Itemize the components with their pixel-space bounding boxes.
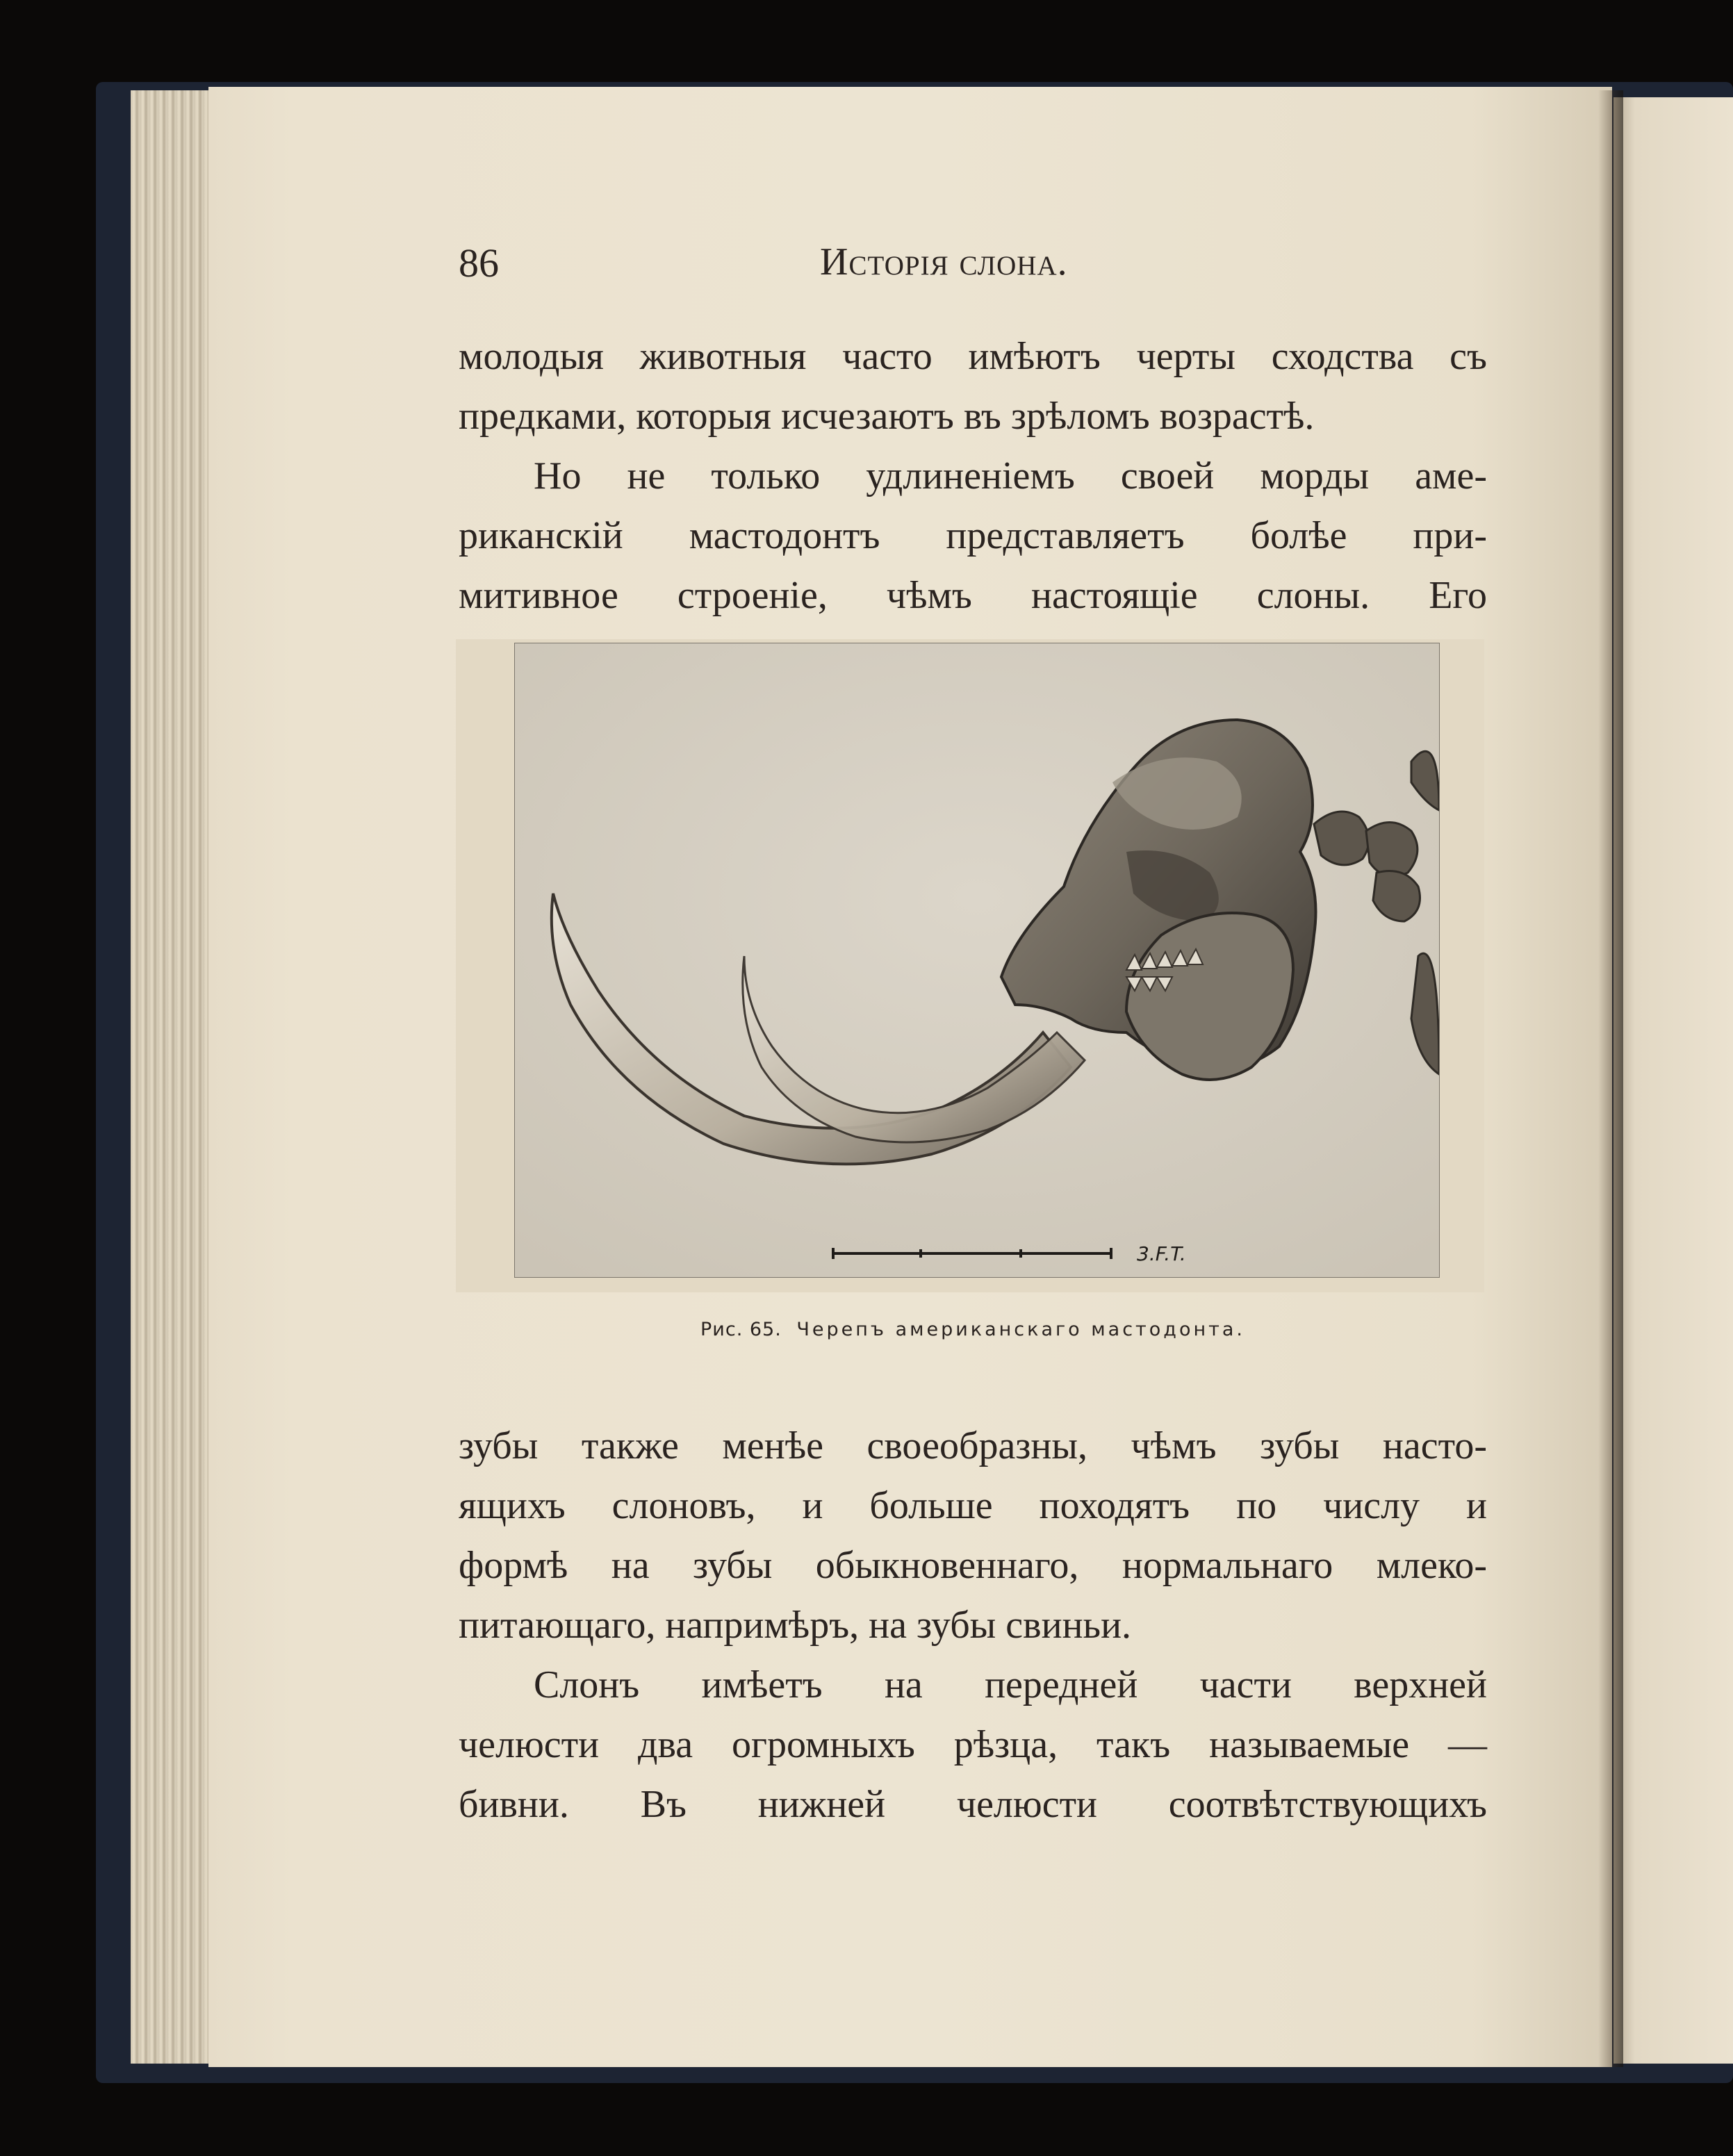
text-line: челюсти два огромныхъ рѣзца, такъ называемые — (459, 1723, 1487, 1766)
text-line: митивное строеніе, чѣмъ настоящіе слоны. Его (459, 574, 1487, 617)
text-line: предками, которыя исчезаютъ въ зрѣломъ возрастѣ. (459, 395, 1315, 438)
caption-label: Рис. 65. (700, 1319, 782, 1340)
text-line: Но не только удлиненіемъ своей морды аме- (534, 454, 1487, 497)
mastodon-skull-photo (515, 643, 1439, 1277)
page-gutter (1598, 90, 1623, 2067)
page-header (459, 240, 1487, 302)
text-block-bottom (459, 1416, 1487, 1834)
page-number: 86 (459, 240, 499, 286)
caption-text: Черепъ американскаго мастодонта. (796, 1319, 1245, 1340)
text-block-top (459, 327, 1487, 625)
text-line: ящихъ слоновъ, и больше походятъ по числу и (459, 1484, 1487, 1527)
text-line: Слонъ имѣетъ на передней части верхней (534, 1663, 1487, 1706)
text-line: риканскій мастодонтъ представляетъ болѣе при- (459, 514, 1487, 557)
scale-mark: 3.F.T. (1137, 1242, 1186, 1265)
facing-page (1613, 97, 1733, 2064)
text-line: питающаго, напримѣръ, на зубы свиньи. (459, 1604, 1132, 1647)
text-line: формѣ на зубы обыкновеннаго, нормальнаго млеко- (459, 1544, 1487, 1587)
text-line: бивни. Въ нижней челюсти соотвѣтствующихъ (459, 1783, 1487, 1826)
figure-caption (459, 1319, 1487, 1340)
text-line: зубы также менѣе своеобразны, чѣмъ зубы насто- (459, 1424, 1487, 1467)
figure-photo (514, 643, 1440, 1278)
running-title: Исторія слона. (820, 240, 1068, 283)
text-line: молодыя животныя часто имѣютъ черты сходства съ (459, 335, 1487, 378)
